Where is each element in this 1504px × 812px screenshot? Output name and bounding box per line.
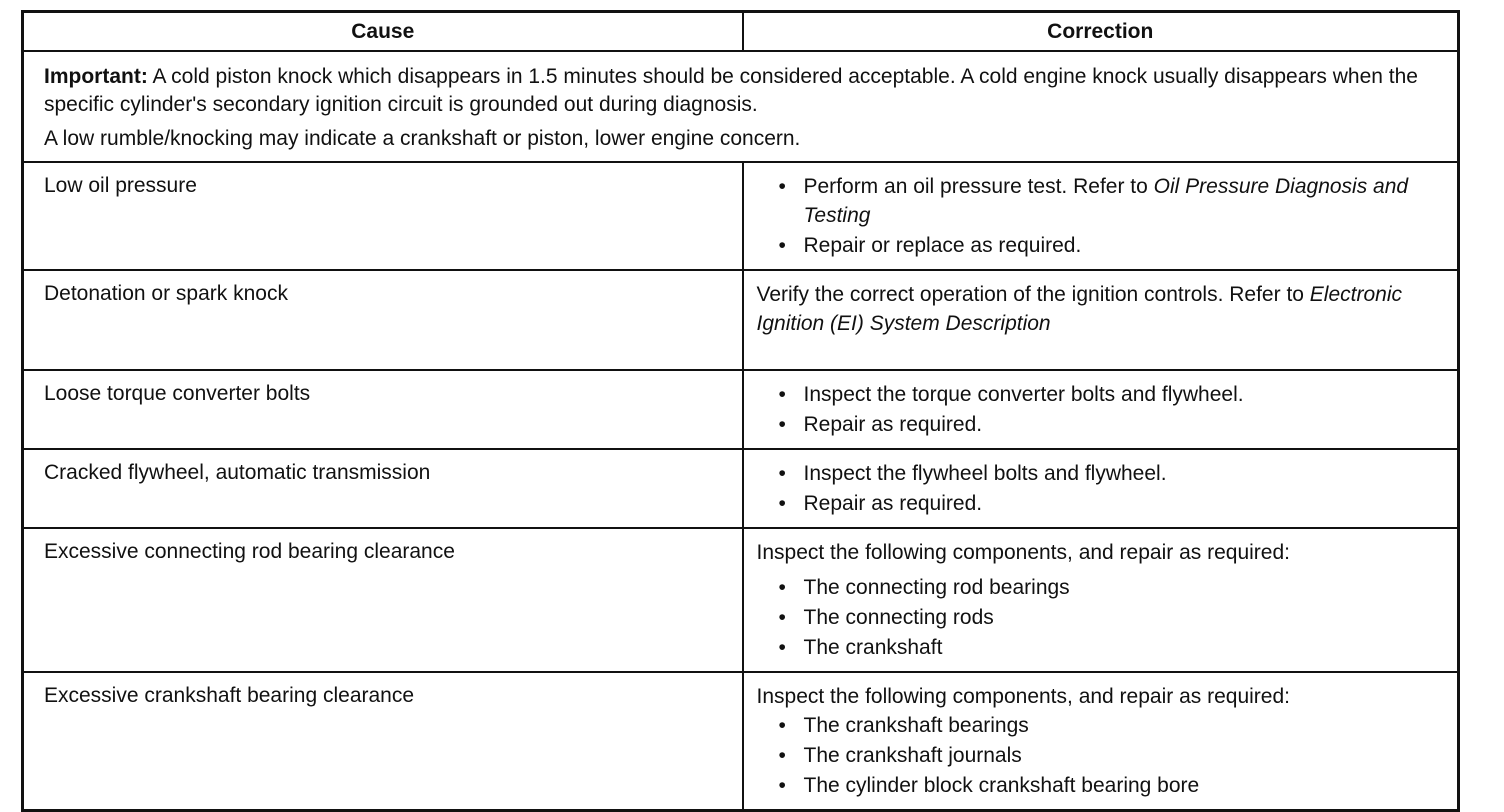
list-item-text: Repair as required.: [803, 492, 983, 515]
list-item-text: Perform an oil pressure test. Refer to: [803, 175, 1154, 198]
bullet-icon: •: [778, 234, 786, 257]
bullet-icon: •: [778, 714, 786, 737]
important-note-line-1: [44, 63, 1437, 119]
table-row: [23, 162, 1459, 270]
list-item: [779, 633, 1444, 662]
reference-link: Oil Pressure Diagnosis and Testing: [803, 175, 1409, 227]
correction-cell: [743, 270, 1459, 370]
list-item-text: Inspect the torque converter bolts and flywheel.: [803, 383, 1244, 406]
list-item-text: The connecting rods: [803, 606, 994, 629]
list-item: [779, 231, 1444, 260]
list-item: [779, 380, 1444, 409]
correction-intro: Inspect the following components, and repair as required:: [756, 685, 1290, 708]
cause-cell: Low oil pressure: [23, 162, 743, 270]
list-item: [779, 771, 1444, 800]
table-row: [23, 528, 1459, 672]
correction-list: [757, 172, 1444, 260]
table-row: [23, 449, 1459, 528]
important-note-row: [23, 51, 1459, 162]
list-item: [779, 459, 1444, 488]
list-item-text: The crankshaft bearings: [803, 714, 1029, 737]
cause-cell: Detonation or spark knock: [23, 270, 743, 370]
diagnostic-table: [21, 10, 1460, 812]
list-item-text: Inspect the flywheel bolts and flywheel.: [803, 462, 1167, 485]
bullet-icon: •: [778, 492, 786, 515]
cause-cell: Cracked flywheel, automatic transmission: [23, 449, 743, 528]
list-item: [779, 410, 1444, 439]
correction-intro: [757, 280, 1444, 338]
important-note-line-2: A low rumble/knocking may indicate a crankshaft or piston, lower engine concern.: [44, 127, 801, 150]
correction-list: [757, 573, 1444, 662]
table-header-row: [23, 12, 1459, 52]
reference-link: Electronic Ignition (EI) System Description: [756, 283, 1402, 335]
list-item-text: The connecting rod bearings: [803, 576, 1070, 599]
table-row: [23, 370, 1459, 449]
table-row: [23, 270, 1459, 370]
list-item: [779, 603, 1444, 632]
cause-column-header: Cause: [23, 12, 743, 52]
important-label: Important:: [44, 65, 148, 88]
correction-list: [757, 459, 1444, 518]
correction-cell: [743, 370, 1459, 449]
correction-intro: Inspect the following components, and repair as required:: [756, 541, 1290, 564]
cause-cell: Excessive connecting rod bearing clearance: [23, 528, 743, 672]
important-note-text: A cold piston knock which disappears in 1.5 minutes should be considered acceptable. A cold engine knock usually disappears when the specific cylinder's secondary ignition circuit is grounded out during diagnosis.: [44, 65, 1418, 116]
list-item: [779, 172, 1444, 230]
list-item-text: The crankshaft journals: [803, 744, 1022, 767]
correction-cell: [743, 162, 1459, 270]
bullet-icon: •: [778, 413, 786, 436]
list-item: [779, 573, 1444, 602]
correction-intro-text: Verify the correct operation of the ignition controls. Refer to: [756, 283, 1310, 306]
correction-cell: [743, 528, 1459, 672]
cause-cell: Excessive crankshaft bearing clearance: [23, 672, 743, 811]
correction-column-header: Correction: [743, 12, 1459, 52]
table-row: [23, 672, 1459, 811]
list-item-text: The cylinder block crankshaft bearing bore: [803, 774, 1200, 797]
correction-cell: [743, 449, 1459, 528]
list-item-text: Repair or replace as required.: [803, 234, 1082, 257]
bullet-icon: •: [778, 576, 786, 599]
correction-list: [757, 711, 1444, 800]
bullet-icon: •: [778, 383, 786, 406]
bullet-icon: •: [778, 744, 786, 767]
list-item-text: Repair as required.: [803, 413, 983, 436]
list-item: [779, 741, 1444, 770]
important-note: [23, 51, 1459, 162]
bullet-icon: •: [778, 462, 786, 485]
list-item: [779, 489, 1444, 518]
correction-list: [757, 380, 1444, 439]
cause-cell: Loose torque converter bolts: [23, 370, 743, 449]
bullet-icon: •: [778, 606, 786, 629]
bullet-icon: •: [778, 636, 786, 659]
list-item: [779, 711, 1444, 740]
bullet-icon: •: [778, 175, 786, 198]
list-item-text: The crankshaft: [803, 636, 943, 659]
bullet-icon: •: [778, 774, 786, 797]
correction-cell: [743, 672, 1459, 811]
